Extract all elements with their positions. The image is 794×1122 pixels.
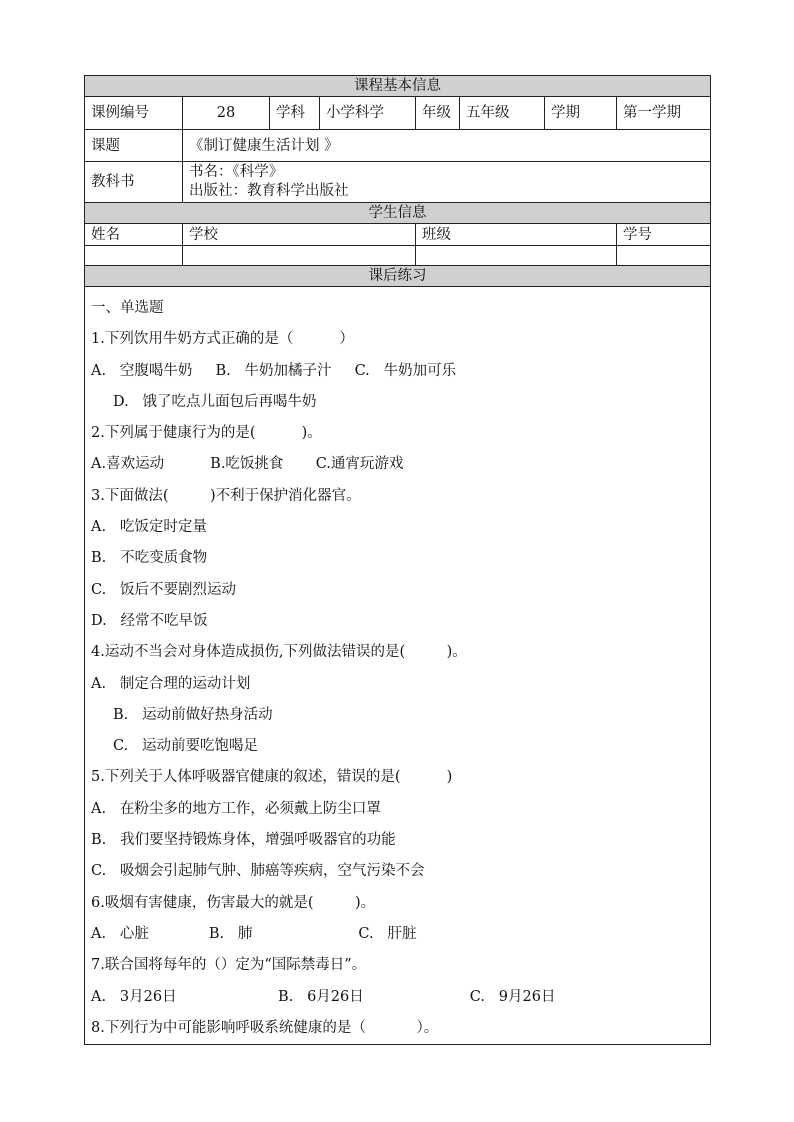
case-no-label: 课例编号 [85, 97, 183, 130]
q1-options-abc: A. 空腹喝牛奶 B. 牛奶加橘子汁 C. 牛奶加可乐 [91, 362, 457, 379]
grade-value: 五年级 [460, 97, 545, 130]
term-value: 第一学期 [617, 97, 711, 130]
subject-label: 学科 [270, 97, 320, 130]
q5-option-a: A. 在粉尘多的地方工作，必须戴上防尘口罩 [91, 800, 381, 817]
school-cell[interactable] [183, 246, 416, 266]
student-info-title: 学生信息 [85, 203, 711, 224]
q4-option-b: B. 运动前做好热身活动 [113, 706, 273, 723]
school-label: 学校 [183, 224, 416, 246]
question-2: 2.下列属于健康行为的是( )。 [91, 425, 322, 442]
student-info-input-row [85, 246, 711, 266]
q3-option-a: A. 吃饭定时定量 [91, 519, 207, 536]
section-heading: 一、单选题 [91, 300, 164, 316]
exercise-content [85, 287, 711, 1045]
course-info-title: 课程基本信息 [85, 76, 711, 97]
q4-option-a: A. 制定合理的运动计划 [91, 675, 251, 692]
question-3: 3.下面做法( )不利于保护消化器官。 [91, 487, 361, 504]
textbook-row [85, 162, 711, 203]
name-cell[interactable] [85, 246, 183, 266]
textbook-publisher: 出版社：教育科学出版社 [189, 183, 349, 199]
question-4: 4.运动不当会对身体造成损伤,下列做法错误的是( )。 [91, 644, 467, 661]
textbook-name: 书名：《科学》 [189, 164, 284, 180]
student-no-cell[interactable] [617, 246, 711, 266]
subject-value: 小学科学 [320, 97, 416, 130]
q6-options: A. 心脏 B. 肺 C. 肝脏 [91, 925, 417, 942]
exercise-title: 课后练习 [85, 266, 711, 287]
question-5: 5.下列关于人体呼吸器官健康的叙述，错误的是( ) [91, 769, 453, 786]
worksheet-table [84, 75, 711, 1045]
textbook-info [183, 162, 711, 203]
student-no-label: 学号 [617, 224, 711, 246]
course-info-row [85, 97, 711, 130]
q7-options: A. 3月26日 B. 6月26日 C. 9月26日 [91, 988, 556, 1005]
q3-option-d: D. 经常不吃早饭 [91, 612, 208, 629]
case-no-value: 28 [183, 97, 270, 130]
topic-label: 课题 [85, 130, 183, 162]
grade-label: 年级 [416, 97, 460, 130]
question-1: 1.下列饮用牛奶方式正确的是（ ） [91, 331, 354, 348]
course-info-band [85, 76, 711, 97]
topic-row [85, 130, 711, 162]
topic-value: 《制订健康生活计划 》 [183, 130, 711, 162]
exercise-band [85, 266, 711, 287]
q5-option-b: B. 我们要坚持锻炼身体，增强呼吸器官的功能 [91, 832, 396, 849]
textbook-label: 教科书 [85, 162, 183, 203]
class-label: 班级 [416, 224, 617, 246]
q2-options: A.喜欢运动 B.吃饭挑食 C.通宵玩游戏 [91, 456, 404, 473]
class-cell[interactable] [416, 246, 617, 266]
question-6: 6.吸烟有害健康，伤害最大的就是( )。 [91, 894, 376, 911]
term-label: 学期 [545, 97, 617, 130]
name-label: 姓名 [85, 224, 183, 246]
q1-option-d: D. 饿了吃点儿面包后再喝牛奶 [113, 393, 317, 410]
q5-option-c: C. 吸烟会引起肺气肿、肺癌等疾病，空气污染不会 [91, 863, 425, 880]
student-info-header-row [85, 224, 711, 246]
exercise-row [85, 287, 711, 1045]
student-info-band [85, 203, 711, 224]
q4-option-c: C. 运动前要吃饱喝足 [113, 738, 259, 755]
question-8: 8.下列行为中可能影响呼吸系统健康的是（ ）。 [91, 1019, 439, 1036]
q3-option-b: B. 不吃变质食物 [91, 550, 208, 567]
q3-option-c: C. 饭后不要剧烈运动 [91, 581, 237, 598]
question-7: 7.联合国将每年的（）定为“国际禁毒日”。 [91, 957, 367, 974]
